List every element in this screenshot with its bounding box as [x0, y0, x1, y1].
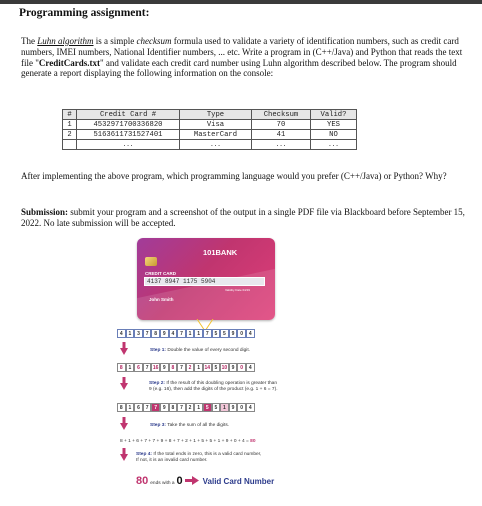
- down-arrow-icon: [120, 417, 128, 430]
- digit-cell: 14: [204, 365, 211, 371]
- digit-cell: 5: [212, 403, 221, 412]
- digit-cell: 9: [229, 403, 238, 412]
- cell-valid: NO: [311, 130, 357, 140]
- output-table: [62, 109, 357, 150]
- result-digit: 0: [176, 475, 183, 487]
- right-arrow-icon: [185, 476, 199, 485]
- digit-cell: 1: [186, 329, 195, 338]
- top-border: [0, 0, 482, 4]
- digit-cell: 1: [194, 363, 203, 372]
- submission-label: Submission:: [21, 207, 69, 217]
- digit-cell: 7: [177, 363, 186, 372]
- digit-cell: 1: [194, 403, 203, 412]
- digit-cell: 9: [160, 403, 169, 412]
- result-total: 80: [136, 475, 149, 487]
- digit-cell: 8: [169, 363, 178, 372]
- digit-cell: 6: [134, 403, 143, 412]
- digit-cell: 1: [126, 403, 135, 412]
- digit-cell: 1: [126, 329, 135, 338]
- credit-card-illustration: [137, 238, 275, 320]
- digit-cell: 1: [126, 363, 135, 372]
- digit-cell: 1: [220, 403, 229, 412]
- down-arrow-icon: [120, 448, 128, 461]
- cell-checksum: ...: [252, 140, 311, 150]
- cell-index: 1: [63, 120, 77, 130]
- digit-row-doubled: [117, 363, 255, 372]
- digit-cell: 4: [246, 363, 255, 372]
- cell-type: Visa: [180, 120, 252, 130]
- digit-cell: 8: [117, 403, 126, 412]
- cell-checksum: 41: [252, 130, 311, 140]
- digit-cell: 4: [246, 403, 255, 412]
- card-label: CREDIT CARD: [145, 271, 176, 276]
- result-ends-with: ends with a: [150, 481, 175, 486]
- digit-cell: 10: [221, 365, 228, 371]
- digit-cell: 9: [160, 329, 169, 338]
- luhn-link[interactable]: Luhn algorithm: [37, 36, 94, 46]
- digit-cell: 2: [186, 363, 195, 372]
- digit-cell: 0: [237, 403, 246, 412]
- cell-card: ...: [77, 140, 180, 150]
- digit-cell: 9: [229, 363, 238, 372]
- cell-checksum: 70: [252, 120, 311, 130]
- cell-valid: YES: [311, 120, 357, 130]
- digit-cell: 7: [177, 329, 186, 338]
- down-arrow-icon: [120, 377, 128, 390]
- digit-cell: 5: [212, 329, 221, 338]
- digit-cell: 2: [186, 403, 195, 412]
- cell-valid: ...: [311, 140, 357, 150]
- digit-cell: 1: [194, 329, 203, 338]
- digit-cell: 7: [177, 403, 186, 412]
- digit-cell: 5: [220, 329, 229, 338]
- cell-card: 4532971700336820: [77, 120, 180, 130]
- down-arrow-icon: [120, 342, 128, 355]
- step-1-text: Step 1: Double the value of every second digit.: [150, 348, 250, 353]
- question-paragraph: After implementing the above program, which programming language would you prefer (C++/Java) or Python? Why?: [21, 171, 447, 181]
- cell-card: 5163611731527401: [77, 130, 180, 140]
- submission-paragraph: Submission: submit your program and a screenshot of the output in a single PDF file via Blackboard before September 15, 2022. No late submission will be accepted.: [21, 207, 465, 228]
- digit-cell: 5: [212, 363, 221, 372]
- digit-cell: 8: [151, 329, 160, 338]
- table-header-row: [63, 110, 357, 120]
- table-row: [63, 140, 357, 150]
- digit-cell: 4: [246, 329, 255, 338]
- card-bank-name: 101BANK: [203, 248, 238, 257]
- card-expiry: Validity Date 04/19: [225, 288, 250, 292]
- step-4-text: Step 4: If the total ends in zero, this is a valid card number, If not, it is an invalid card number.: [136, 452, 262, 463]
- digit-cell: 5: [203, 403, 212, 412]
- page-title: Programming assignment:: [19, 7, 150, 19]
- digit-cell: 7: [143, 363, 152, 372]
- digit-cell: 9: [160, 363, 169, 372]
- cell-index: [63, 140, 77, 150]
- digit-cell: 6: [134, 363, 143, 372]
- digit-row-original: [117, 329, 255, 338]
- table-row: [63, 120, 357, 130]
- card-number: 4137 8947 1175 5904: [144, 277, 265, 286]
- digit-cell: 3: [134, 329, 143, 338]
- digit-cell: 7: [151, 403, 160, 412]
- digit-cell: 7: [143, 403, 152, 412]
- cell-index: 2: [63, 130, 77, 140]
- digit-cell: 9: [229, 329, 238, 338]
- digit-cell: 7: [203, 329, 212, 338]
- result-line: [136, 475, 274, 487]
- col-header-index: #: [63, 110, 77, 120]
- cell-type: MasterCard: [180, 130, 252, 140]
- sum-expression: 8 + 1 + 6 + 7 + 7 + 9 + 8 + 7 + 2 + 1 + 5 + 5 + 1 + 9 + 0 + 4 = 80: [120, 439, 256, 444]
- cell-type: ...: [180, 140, 252, 150]
- digit-cell: 4: [169, 329, 178, 338]
- col-header-type: Type: [180, 110, 252, 120]
- digit-cell: 7: [143, 329, 152, 338]
- digit-cell: 4: [117, 329, 126, 338]
- result-verdict: Valid Card Number: [202, 477, 275, 486]
- col-header-valid: Valid?: [311, 110, 357, 120]
- col-header-card: Credit Card #: [77, 110, 180, 120]
- step-2-text: Step 2: If the result of this doubling operation is greater than 9 (e.g. 16), then add the digits of the product (e.g. 1 + 6 = 7).: [149, 381, 278, 392]
- digit-cell: 16: [152, 365, 159, 371]
- card-chip-icon: [145, 257, 157, 266]
- card-holder: John Smith: [149, 297, 174, 302]
- col-header-checksum: Checksum: [252, 110, 311, 120]
- digit-cell: 0: [237, 329, 246, 338]
- digit-cell: 0: [237, 363, 246, 372]
- table-row: [63, 130, 357, 140]
- digit-row-reduced: [117, 403, 255, 412]
- intro-paragraph: The Luhn algorithm is a simple checksum formula used to validate a variety of identification numbers, such as credit card numbers, IMEI numbers, National Identifier numbers, ... etc. Write a program in (C++/Java) and Python that reads the text file "CreditCards.txt" and validate each credit card number using Luhn algorithm described below. The program should generate a report displaying the following information on the console:: [21, 36, 463, 79]
- digit-cell: 8: [117, 363, 126, 372]
- step-3-text: Step 3: Take the sum of all the digits.: [150, 423, 230, 428]
- digit-cell: 8: [169, 403, 178, 412]
